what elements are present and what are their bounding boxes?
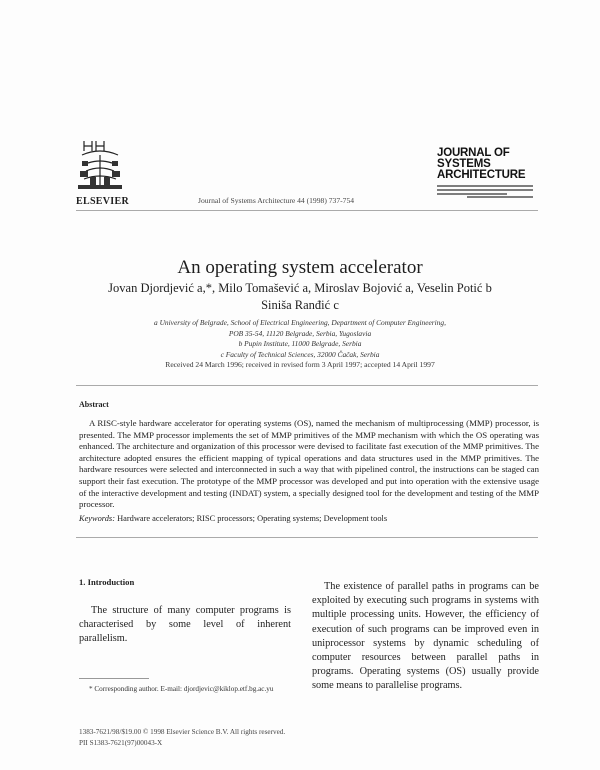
copyright-block [79,727,285,749]
journal-title-line: JOURNAL OF [437,147,510,159]
keywords-text: Hardware accelerators; RISC processors; Operating systems; Development tools [117,514,388,523]
section-heading: 1. Introduction [79,577,135,587]
journal-stripes-graphic [437,184,533,198]
affiliations [90,318,510,360]
footnote: * Corresponding author. E-mail: djordjevic@kiklop.etf.bg.ac.yu [89,685,274,693]
authors-line: Siniša Ranđić c [261,298,339,312]
elsevier-tree-logo [76,133,124,193]
abstract-text: A RISC-style hardware accelerator for operating systems (OS), named the mechanism of multiprocessing (MMP) processor, is presented. The MMP processor implements the set of MMP primitives of the MMP mechanism with which the OS operating was enhanced. The architecture and organization of this processor were devised to facilitate fast execution of the MMP primitives. The architecture adopted ensures the efficient mapping of typical operations and data structures used in the MMP primitives. The hardware resources were selected and interconnected in such a way that with pipelined control, the instructions can be staged can support their fast execution. The prototype of the MMP processor was developed and put into operation with the extensive usage of the interactive development and testing (INDAT) system, a specially designed tool for the development and testing of the MMP processor. [79,418,539,510]
author-list [90,280,510,314]
journal-title-line: ARCHITECTURE [437,169,526,181]
publisher-name: ELSEVIER [76,196,129,207]
affiliation-line: c Faculty of Technical Sciences, 32000 Čačak, Serbia [220,349,380,359]
footnote-rule [79,678,149,679]
abstract-bottom-rule [76,537,538,538]
abstract-heading: Abstract [79,400,109,409]
authors-line: Jovan Djordjević a,*, Milo Tomašević a, Miroslav Bojović a, Veselin Potić b [108,281,492,295]
body-column-left: The structure of many computer programs is characterised by some level of inherent parallelism. [79,605,291,645]
received-dates: Received 24 March 1996; received in revised form 3 April 1997; accepted 14 April 1997 [165,360,435,369]
issn-line: 1383-7621/98/$19.00 © 1998 Elsevier Science B.V. All rights reserved. [79,728,286,736]
abstract-top-rule [76,385,538,386]
pii-line: PII S1383-7621(97)00043-X [79,739,163,747]
journal-title-line: SYSTEMS [437,158,491,170]
body-column-right: The existence of parallel paths in programs can be exploited by executing such programs in systems with multiple processing units. However, the efficiency of execution of such programs can be improved even in uniprocessor systems by dynamic scheduling of computer resources between parallel paths in programs. Operating systems (OS) usually provide some means to parallelise programs. [312,581,539,692]
header-rule [76,210,538,211]
affiliation-line: a University of Belgrade, School of Electrical Engineering, Department of Computer Engineering, [154,318,446,327]
keywords [79,514,539,523]
article-title: An operating system accelerator [177,257,423,278]
journal-citation: Journal of Systems Architecture 44 (1998) 737-754 [198,196,355,205]
keywords-label: Keywords: [79,514,115,523]
affiliation-line: POB 35-54, 11120 Belgrade, Serbia, Yugoslavia [228,328,372,338]
journal-title-block [437,148,525,181]
affiliation-line: b Pupin Institute, 11000 Belgrade, Serbia [238,339,362,348]
